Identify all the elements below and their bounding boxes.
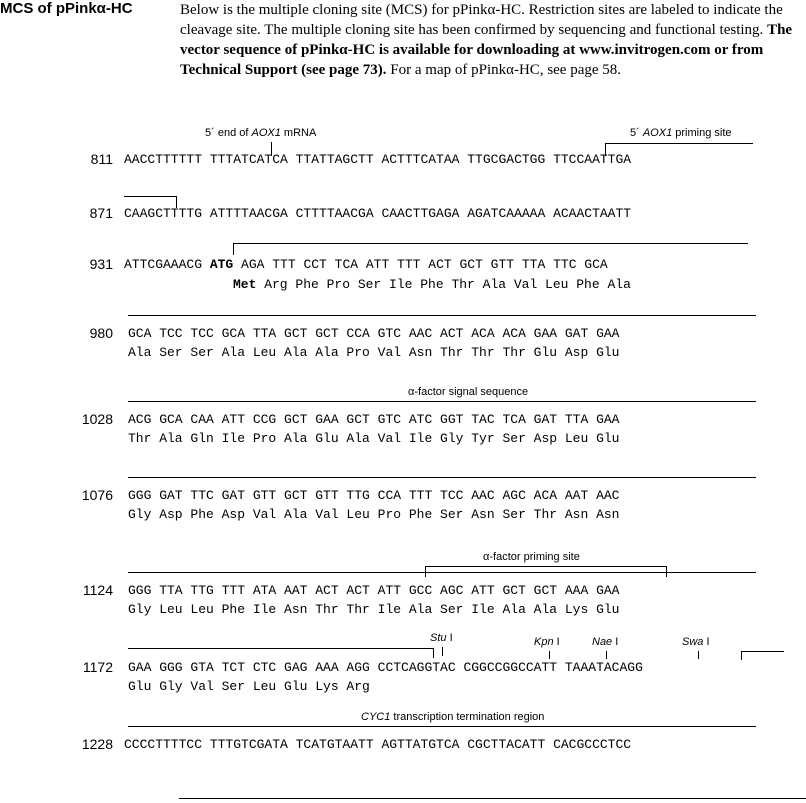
signal-sequence-bracket-line	[128, 572, 756, 573]
page-divider	[179, 798, 806, 799]
protein-sequence: Gly Leu Leu Phe Ile Asn Thr Thr Ile Ala Ser Ile Ala Ala Lys Glu	[128, 602, 620, 617]
cyc1-region-bracket-line	[128, 726, 756, 727]
dna-sequence: CCCCTTTTCC TTTGTCGATA TCATGTAATT AGTTATGTCA CGCTTACATT CACGCCCTCC	[124, 737, 632, 752]
aox1-priming-site-label: 5´ AOX1 priming site	[630, 127, 732, 139]
signal-sequence-bracket-tick	[233, 243, 234, 255]
position-number: 1172	[82, 659, 113, 675]
section-heading: MCS of pPinkα-HC	[0, 0, 133, 17]
position-number: 1124	[82, 582, 113, 598]
dna-sequence: CAAGCTTTTG ATTTTAACGA CTTTTAACGA CAACTTGAGA AGATCAAAAA ACAACTAATT	[124, 206, 632, 221]
cyc1-region-label: CYC1 transcription termination region	[361, 711, 545, 723]
dna-sequence: GGG GAT TTC GAT GTT GCT GTT TTG CCA TTT TCC AAC AGC ACA AAT AAC	[128, 488, 620, 503]
position-number: 931	[89, 256, 113, 272]
swa-i-site-label: Swa I	[682, 636, 710, 648]
stu-i-site-label: Stu I	[430, 632, 453, 644]
dna-sequence: ACG GCA CAA ATT CCG GCT GAA GCT GTC ATC GGT TAC TCA GAT TTA GAA	[128, 412, 620, 427]
protein-sequence: Gly Asp Phe Asp Val Ala Val Leu Pro Phe Ser Asn Ser Thr Asn Asn	[128, 507, 620, 522]
position-number: 871	[89, 205, 113, 221]
position-number: 1076	[81, 487, 113, 503]
dna-sequence: AACCTTTTTT TTTATCATCA TTATTAGCTT ACTTTCATAA TTGCGACTGG TTCCAATTGA	[124, 152, 632, 167]
alpha-factor-priming-site-bracket	[425, 566, 667, 567]
signal-sequence-bracket-line	[128, 315, 756, 316]
protein-sequence: Thr Ala Gln Ile Pro Ala Glu Ala Val Ile Gly Tyr Ser Asp Leu Glu	[128, 431, 620, 446]
nae-i-site-label: Nae I	[592, 636, 619, 648]
signal-sequence-bracket-end	[128, 648, 434, 649]
nae-i-site-tick	[606, 651, 607, 659]
protein-sequence: Ala Ser Ser Ala Leu Ala Ala Pro Val Asn Thr Thr Thr Glu Asp Glu	[128, 345, 620, 360]
intro-text: Below is the multiple cloning site (MCS) for pPinkα-HC. Restriction sites are labeled to indicate the cleavage site. The multiple cloning site has been confirmed by sequencing and functional testing.	[180, 2, 783, 38]
aox1-mrna-end-label: 5´ end of AOX1 mRNA	[205, 127, 317, 139]
swa-i-site-tick	[698, 651, 699, 659]
signal-sequence-bracket	[233, 243, 748, 244]
intro-text-end: For a map of pPinkα-HC, see page 58.	[386, 62, 622, 78]
stu-i-site-tick	[442, 647, 443, 656]
signal-sequence-bracket-line	[128, 477, 756, 478]
start-codon: ATG	[209, 257, 234, 272]
position-number: 811	[90, 151, 113, 167]
intro-bold-text: The vector sequence of pPinkα-HC is available for downloading at www.invitrogen.com or from Technical Support (see page 73).	[180, 22, 793, 78]
kpn-i-site-tick	[549, 651, 550, 659]
protein-sequence: Met Arg Phe Pro Ser Ile Phe Thr Ala Val Leu Phe Ala	[233, 277, 631, 292]
dna-sequence: GAA GGG GTA TCT CTC GAG AAA AGG CCTCAGGTAC CGGCCGGCCATT TAAATACAGG	[128, 660, 643, 675]
dna-sequence: ATTCGAAACG ATG AGA TTT CCT TCA ATT TTT ACT GCT GTT TTA TTC GCA	[124, 257, 608, 272]
signal-sequence-label: α-factor signal sequence	[408, 386, 529, 398]
intro-paragraph	[180, 0, 805, 80]
signal-sequence-bracket-end-tick	[433, 648, 434, 658]
cyc1-region-bracket-start	[741, 651, 784, 652]
dna-sequence: GCA TCC TCC GCA TTA GCT GCT CCA GTC AAC ACT ACA ACA GAA GAT GAA	[128, 326, 620, 341]
start-residue: Met	[233, 277, 257, 292]
alpha-factor-priming-site-label: α-factor priming site	[483, 551, 580, 563]
aox1-priming-site-bracket-end	[124, 196, 176, 197]
kpn-i-site-label: Kpn I	[534, 636, 560, 648]
protein-sequence: Glu Gly Val Ser Leu Glu Lys Arg	[128, 679, 370, 694]
signal-sequence-bracket-line	[128, 401, 756, 402]
position-number: 980	[89, 325, 113, 341]
aox1-priming-site-bracket	[605, 143, 753, 144]
dna-sequence: GGG TTA TTG TTT ATA AAT ACT ACT ATT GCC AGC ATT GCT GCT AAA GAA	[128, 583, 620, 598]
position-number: 1028	[81, 411, 113, 427]
position-number: 1228	[81, 736, 113, 752]
cyc1-region-bracket-start-tick	[741, 651, 742, 660]
